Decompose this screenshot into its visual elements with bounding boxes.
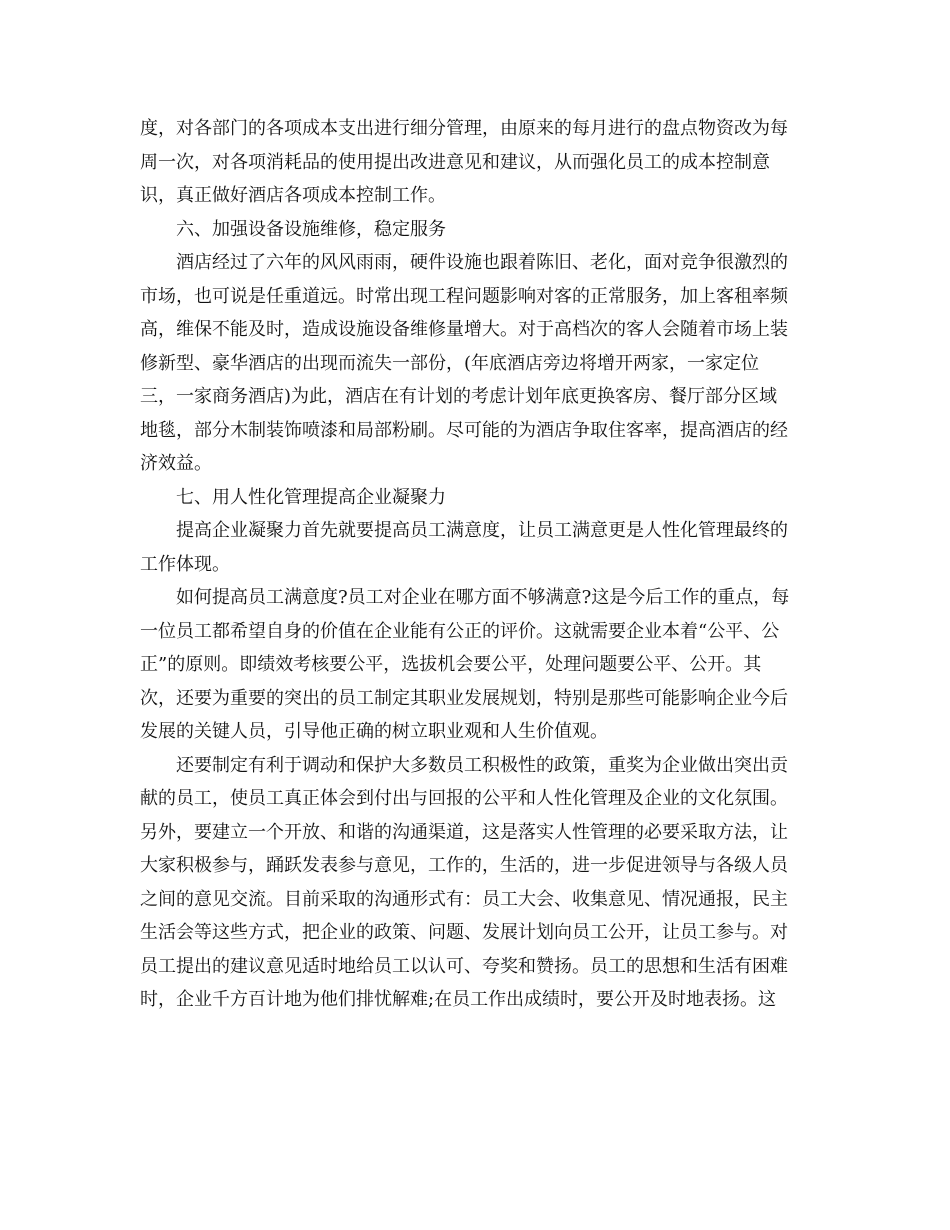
- text-line: 三，一家商务酒店)为此，酒店在有计划的考虑计划年底更换客房、餐厅部分区域: [140, 386, 778, 407]
- text-line: 识，真正做好酒店各项成本控制工作。: [140, 185, 446, 206]
- text-line: 一位员工都希望自身的价值在企业能有公正的评价。这就需要企业本着“公平、公: [140, 620, 780, 642]
- text-line: 大家积极参与，踊跃发表参与意见，工作的，生活的，进一步促进领导与各级人员: [140, 855, 788, 876]
- text-line: 次，还要为重要的突出的员工制定其职业发展规划，特别是那些可能影响企业今后: [140, 687, 788, 709]
- section-heading: 七、用人性化管理提高企业凝聚力: [176, 486, 446, 508]
- text-line: 地毯，部分木制装饰喷漆和局部粉刷。尽可能的为酒店争取住客率，提高酒店的经: [140, 419, 788, 441]
- text-line: 时，企业千方百计地为他们排忧解难;在员工作出成绩时，要公开及时地表扬。这: [140, 989, 777, 1010]
- text-line: 工作体现。: [140, 553, 230, 575]
- text-line: 周一次，对各项消耗品的使用提出改进意见和建议，从而强化员工的成本控制意: [140, 151, 770, 173]
- text-line: 度，对各部门的各项成本支出进行细分管理，由原来的每月进行的盘点物资改为每: [140, 118, 788, 139]
- text-line: 正”的原则。即绩效考核要公平，选拔机会要公平，处理问题要公平、公开。其: [140, 654, 762, 675]
- text-line: 另外，要建立一个开放、和谐的沟通渠道，这是落实人性管理的必要采取方法，让: [140, 821, 788, 843]
- text-line: 发展的关键人员，引导他正确的树立职业观和人生价值观。: [140, 721, 608, 742]
- text-line: 如何提高员工满意度?员工对企业在哪方面不够满意?这是今后工作的重点，每: [176, 587, 790, 608]
- section-heading: 六、加强设备设施维修，稳定服务: [176, 218, 446, 240]
- text-line: 提高企业凝聚力首先就要提高员工满意度，让员工满意更是人性化管理最终的: [176, 520, 788, 541]
- text-line: 还要制定有利于调动和保护大多数员工积极性的政策，重奖为企业做出突出贡: [176, 754, 788, 776]
- text-line: 献的员工，使员工真正体会到付出与回报的公平和人性化管理及企业的文化氛围。: [140, 788, 788, 809]
- text-line: 生活会等这些方式，把企业的政策、问题、发展计划向员工公开，让员工参与。对: [140, 922, 788, 943]
- text-line: 员工提出的建议意见适时地给员工以认可、夸奖和赞扬。员工的思想和生活有困难: [140, 955, 788, 977]
- text-line: 高，维保不能及时，造成设施设备维修量增大。对于高档次的客人会随着市场上装: [140, 319, 788, 340]
- text-line: 市场，也可说是任重道远。时常出现工程问题影响对客的正常服务，加上客租率频: [140, 285, 788, 307]
- text-line: 修新型、豪华酒店的出现而流失一部份，(年底酒店旁边将增开两家，一家定位: [140, 352, 760, 374]
- text-line: 之间的意见交流。目前采取的沟通形式有：员工大会、收集意见、情况通报，民主: [140, 888, 788, 910]
- document-body: [140, 112, 812, 1017]
- text-line: 济效益。: [140, 453, 212, 474]
- text-line: 酒店经过了六年的风风雨雨，硬件设施也跟着陈旧、老化，面对竞争很激烈的: [176, 252, 788, 273]
